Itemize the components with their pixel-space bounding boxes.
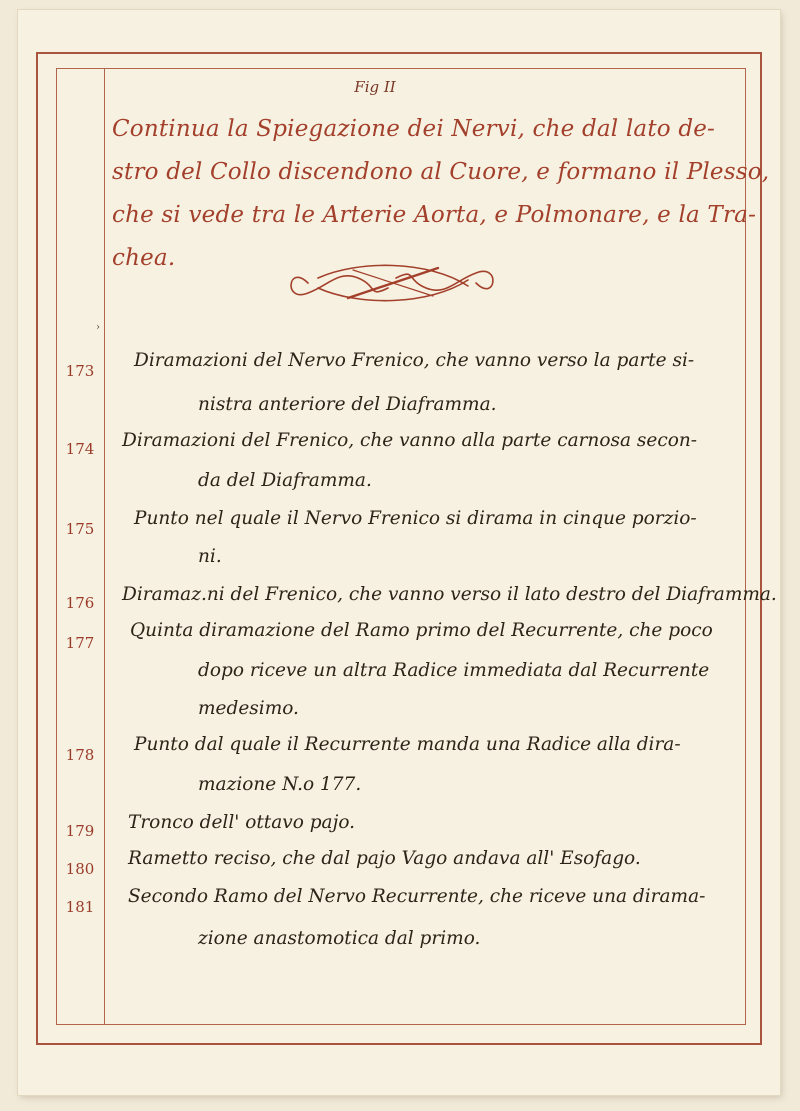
entry-number: 174 bbox=[65, 440, 95, 458]
entry-line: Diramazioni del Frenico, che vanno alla parte carnosa secon- bbox=[122, 430, 697, 451]
entry-number: 176 bbox=[65, 594, 95, 612]
entry-number: 181 bbox=[65, 898, 95, 916]
entry-line: Secondo Ramo del Nervo Recurrente, che riceve una dirama- bbox=[128, 886, 706, 907]
entry-line: Diramaz.ni del Frenico, che vanno verso il lato destro del Diaframma. bbox=[122, 584, 777, 605]
page-title bbox=[112, 108, 770, 280]
margin-mark: › bbox=[96, 322, 100, 333]
entry-line: zione anastomotica dal primo. bbox=[198, 928, 481, 949]
entry-number: 178 bbox=[65, 746, 95, 764]
entry-line: mazione N.o 177. bbox=[198, 774, 362, 795]
entry-line: da del Diaframma. bbox=[198, 470, 372, 491]
title-line: che si vede tra le Arterie Aorta, e Polmonare, e la Tra- bbox=[112, 202, 757, 228]
entry-line: medesimo. bbox=[198, 698, 299, 719]
entry-line: Diramazioni del Nervo Frenico, che vanno verso la parte si- bbox=[134, 350, 695, 371]
title-line: chea. bbox=[112, 245, 176, 271]
number-column-rule bbox=[104, 68, 105, 1025]
entry-number: 177 bbox=[65, 634, 95, 652]
entry-number: 180 bbox=[65, 860, 95, 878]
entry-line: ni. bbox=[198, 546, 222, 567]
entry-line: Punto dal quale il Recurrente manda una Radice alla dira- bbox=[134, 734, 681, 755]
entry-line: Quinta diramazione del Ramo primo del Recurrente, che poco bbox=[130, 620, 713, 641]
figure-label: Fig II bbox=[354, 78, 396, 96]
entry-line: Punto nel quale il Nervo Frenico si dirama in cinque porzio- bbox=[134, 508, 697, 529]
entry-line: nistra anteriore del Diaframma. bbox=[198, 394, 497, 415]
entry-number: 173 bbox=[65, 362, 95, 380]
calligraphic-flourish bbox=[278, 258, 506, 308]
entry-line: Rametto reciso, che dal pajo Vago andava all' Esofago. bbox=[128, 848, 641, 869]
title-line: stro del Collo discendono al Cuore, e formano il Plesso, bbox=[112, 159, 770, 185]
entry-line: dopo riceve un altra Radice immediata dal Recurrente bbox=[198, 660, 710, 681]
entry-line: Tronco dell' ottavo pajo. bbox=[128, 812, 356, 833]
entry-number: 175 bbox=[65, 520, 95, 538]
entry-number: 179 bbox=[65, 822, 95, 840]
title-line: Continua la Spiegazione dei Nervi, che dal lato de- bbox=[112, 116, 716, 142]
